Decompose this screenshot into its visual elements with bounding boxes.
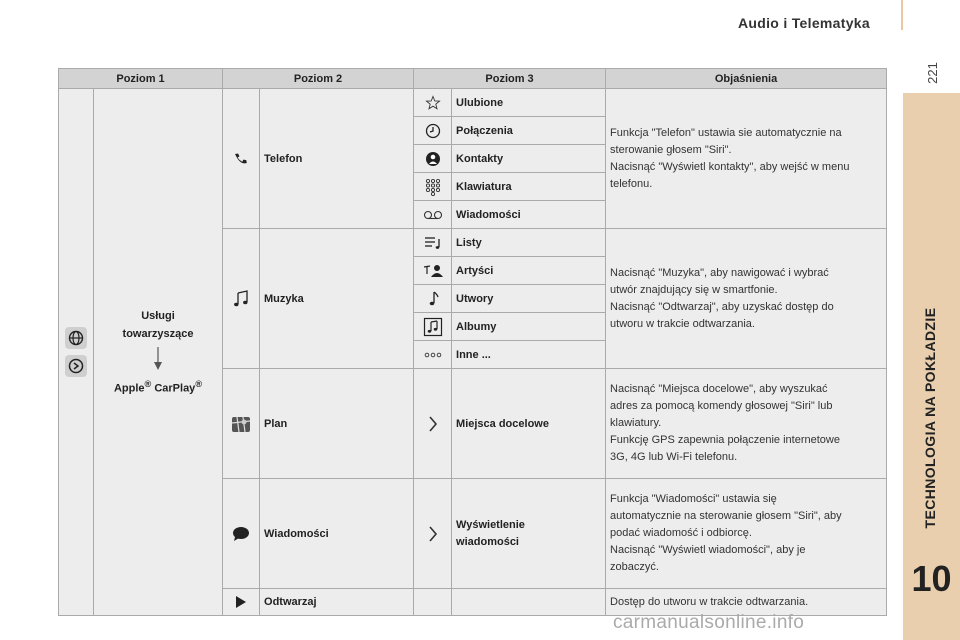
chapter-number: 10 bbox=[911, 558, 952, 599]
play-icon bbox=[223, 589, 260, 616]
empty-cell bbox=[414, 589, 452, 616]
contacts-icon bbox=[414, 145, 452, 173]
clock-icon bbox=[414, 117, 452, 145]
playlist-icon bbox=[414, 229, 452, 257]
more-icon bbox=[414, 341, 452, 369]
level3-wyswietlenie-wiadomosci: Wyświetlenie wiadomości bbox=[452, 479, 606, 589]
column-header-level1: Poziom 1 bbox=[59, 69, 223, 89]
chapter-title: TECHNOLOGIA NA POKŁADZIE bbox=[922, 307, 938, 529]
music-icon bbox=[223, 229, 260, 369]
empty-cell bbox=[452, 589, 606, 616]
level3-albumy: Albumy bbox=[452, 313, 606, 341]
watermark: carmanualsonline.info bbox=[613, 612, 805, 633]
globe-icon bbox=[65, 327, 87, 349]
message-bubble-icon bbox=[223, 479, 260, 589]
level2-muzyka: Muzyka bbox=[260, 229, 414, 369]
level2-wiadomosci: Wiadomości bbox=[260, 479, 414, 589]
explanation-plan: Nacisnąć "Miejsca docelowe", aby wyszukać adres za pomocą komendy głosowej "Siri" lub klawiatury. Funkcję GPS zapewnia połączenie internetowe 3G, 4G lub Wi-Fi telefonu. bbox=[606, 369, 887, 479]
artist-icon bbox=[414, 257, 452, 285]
header-separator bbox=[901, 0, 903, 30]
chevron-right-icon bbox=[414, 479, 452, 589]
level3-inne: Inne ... bbox=[452, 341, 606, 369]
map-icon bbox=[223, 369, 260, 479]
level1-brand: Apple bbox=[113, 382, 145, 395]
column-header-level3: Poziom 3 bbox=[414, 69, 606, 89]
level2-plan: Plan bbox=[260, 369, 414, 479]
chevron-right-icon bbox=[414, 369, 452, 479]
explanation-muzyka: Nacisnąć "Muzyka", aby nawigować i wybrać utwór znajdujący się w smartfonie. Nacisnąć "Odtwarzaj", aby uzyskać dostęp do utworu w trakcie odtwarzania. bbox=[606, 229, 887, 369]
level1-label: Usługi towarzyszące Apple® CarPlay® bbox=[94, 89, 223, 616]
phone-icon bbox=[223, 89, 260, 229]
level2-odtwarzaj: Odtwarzaj bbox=[260, 589, 414, 616]
menu-table bbox=[58, 68, 887, 616]
arrow-down-icon bbox=[153, 347, 163, 371]
level2-telefon: Telefon bbox=[260, 89, 414, 229]
carplay-icon bbox=[65, 355, 87, 377]
column-header-explanations: Objaśnienia bbox=[606, 69, 887, 89]
column-header-level2: Poziom 2 bbox=[223, 69, 414, 89]
level3-utwory: Utwory bbox=[452, 285, 606, 313]
album-icon bbox=[414, 313, 452, 341]
level3-polaczenia: Połączenia bbox=[452, 117, 606, 145]
header-title: Audio i Telematyka bbox=[738, 15, 870, 31]
level3-ulubione: Ulubione bbox=[452, 89, 606, 117]
level3-listy: Listy bbox=[452, 229, 606, 257]
explanation-telefon: Funkcja "Telefon" ustawia sie automatycznie na sterowanie głosem "Siri". Nacisnąć "Wyświetl kontakty", aby wejść w menu telefonu. bbox=[606, 89, 887, 229]
star-icon bbox=[414, 89, 452, 117]
level3-kontakty: Kontakty bbox=[452, 145, 606, 173]
explanation-wiadomosci: Funkcja "Wiadomości" ustawia się automatycznie na sterowanie głosem "Siri", aby podać wiadomość i odbiorcę. Nacisnąć "Wyświetl wiadomości", aby je zobaczyć. bbox=[606, 479, 887, 589]
level3-miejsca-docelowe: Miejsca docelowe bbox=[452, 369, 606, 479]
level3-klawiatura: Klawiatura bbox=[452, 173, 606, 201]
level1-line2: towarzyszące bbox=[122, 327, 194, 340]
level1-line1: Usługi bbox=[141, 309, 175, 322]
level3-artysci: Artyści bbox=[452, 257, 606, 285]
page-number: 221 bbox=[925, 62, 940, 84]
level3-wiadomosci: Wiadomości bbox=[452, 201, 606, 229]
voicemail-icon bbox=[414, 201, 452, 229]
note-icon bbox=[414, 285, 452, 313]
explanation-odtwarzaj: Dostęp do utworu w trakcie odtwarzania. bbox=[606, 589, 887, 616]
level1-product: CarPlay bbox=[154, 382, 196, 395]
keypad-icon bbox=[414, 173, 452, 201]
level1-icons bbox=[59, 89, 94, 616]
